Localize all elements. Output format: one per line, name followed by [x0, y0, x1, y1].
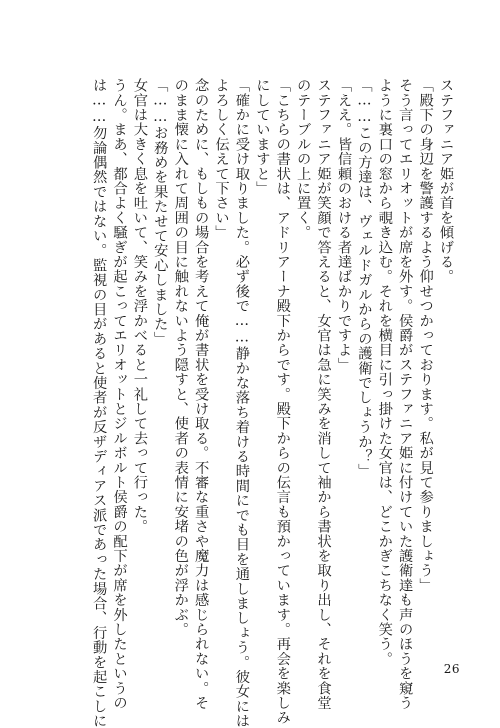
text-line: 「こちらの書状は、アドリアーナ殿下からです。殿下からの伝言も預かっています。再会を楽しみ — [274, 78, 291, 725]
text-line: ステファニア姫が首を傾げる。 — [438, 78, 454, 284]
text-line: ステファニア姫が笑顔で答えると、女官は急に笑みを消して袖から書状を取り出し、それを食堂 — [315, 78, 332, 711]
text-line: 女官は大きく息を吐いて、笑みを浮かべると一礼して去って行った。 — [131, 78, 148, 534]
text-line: そう言ってエリオットが席を外す。侯爵がステファニア姫に付けていた護衛達も声のほうを窺う — [397, 78, 414, 711]
text-line: 「ええ。皆信頼のおける者達ばかりですよ」 — [335, 78, 352, 372]
text-line: ように裏口の窓から覗き込む。それを横目に引っ掛けた女官は、どこかぎこちなく笑う。 — [376, 78, 393, 666]
text-line: 念のために、もしもの場合を考えて俺が書状を受け取る。不審な重さや魔力は感じられない。そ — [193, 78, 210, 711]
page-number: 26 — [443, 662, 460, 676]
text-line: うん。まあ、都合よく騒ぎが起こってエリオットとジルボルト侯爵の配下が席を外したというの — [111, 78, 128, 711]
text-line: よろしく伝えて下さい」 — [213, 78, 230, 240]
text-line: は……勿論偶然ではない。監視の目があると使者が反ザディアス派であった場合、行動を起こしに — [91, 78, 108, 728]
text-line: のテーブルの上に置く。 — [295, 78, 312, 240]
text-line: 「殿下の身辺を警護するよう仰せつかっております。私が見て参りましょう」 — [417, 78, 434, 593]
text-line: にしていますと」 — [254, 78, 271, 196]
text-line: 「……この方達は、ヴェルドガルからの護衛でしょうか？」 — [356, 78, 373, 479]
text-line: 「……お務めを果たせて安心しました」 — [152, 78, 169, 346]
text-line: のまま懐に入れて周囲の目に触れないよう隠すと、使者の表情に安堵の色が浮かぶ。 — [172, 78, 189, 637]
text-line: 「確かに受け取りました。必ず後で……静かな落ち着ける時間にでも目を通しましょう。彼女には — [233, 78, 250, 728]
